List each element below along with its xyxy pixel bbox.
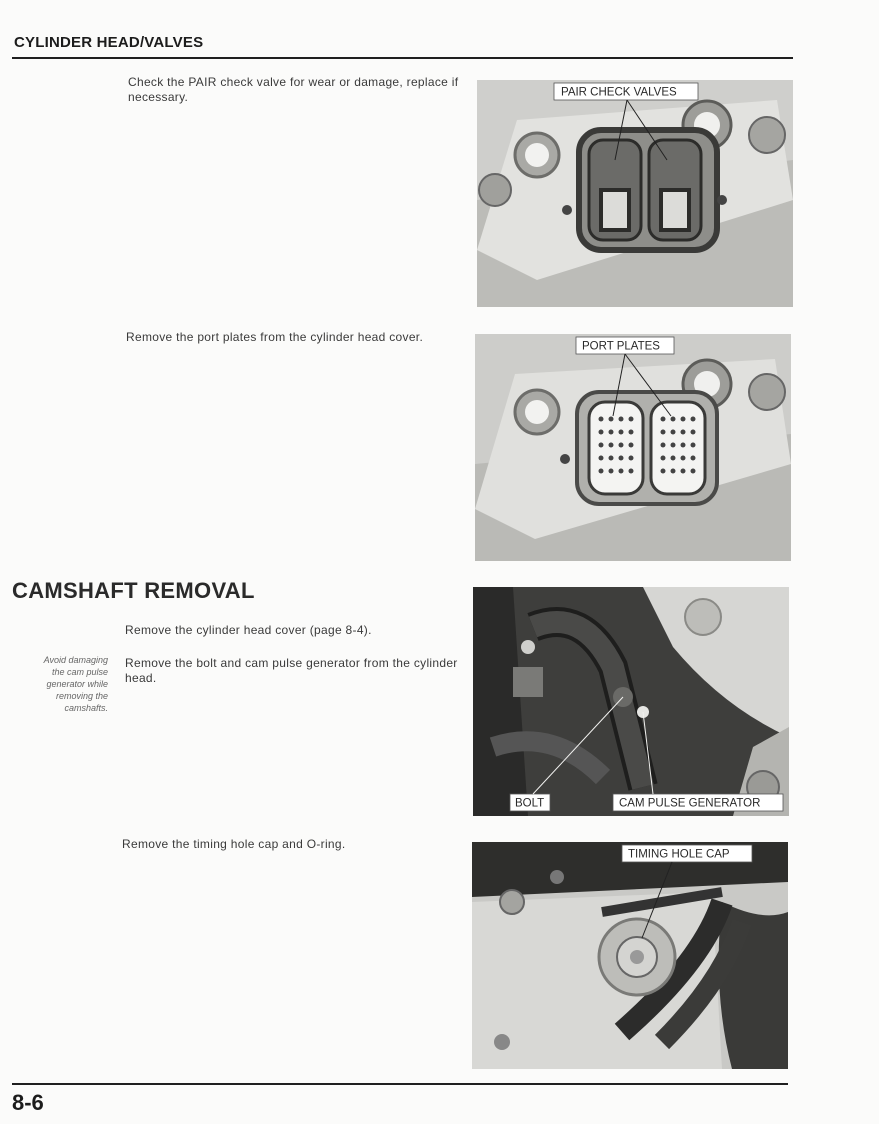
page-header-title: CYLINDER HEAD/VALVES: [14, 34, 204, 51]
cam-pulse-instruction: Remove the bolt and cam pulse generator from the cylinder head.: [125, 656, 458, 685]
footer-rule: [12, 1083, 788, 1085]
header-rule: [12, 57, 793, 59]
section-title: CAMSHAFT REMOVAL: [12, 578, 255, 603]
page-number: 8-6: [12, 1090, 44, 1115]
port-plates-photo: [475, 334, 791, 561]
pair-check-valves-label: PAIR CHECK VALVES: [561, 86, 677, 99]
bolt-label: BOLT: [515, 797, 545, 810]
cam-pulse-generator-photo: [473, 587, 789, 816]
timing-hole-cap-label: TIMING HOLE CAP: [628, 848, 730, 861]
caution-side-note: Avoid damaging the cam pulse generator while removing the camshafts.: [43, 655, 108, 713]
cam-pulse-generator-label: CAM PULSE GENERATOR: [619, 797, 761, 810]
head-cover-instruction: Remove the cylinder head cover (page 8-4).: [125, 623, 372, 637]
timing-cap-instruction: Remove the timing hole cap and O-ring.: [122, 837, 346, 851]
timing-hole-cap-photo: [472, 842, 788, 1069]
pair-check-valves-photo: [477, 80, 793, 307]
port-plates-label: PORT PLATES: [582, 340, 660, 353]
pair-check-instruction: Check the PAIR check valve for wear or damage, replace if necessary.: [128, 75, 459, 104]
port-plates-instruction: Remove the port plates from the cylinder head cover.: [126, 330, 424, 344]
